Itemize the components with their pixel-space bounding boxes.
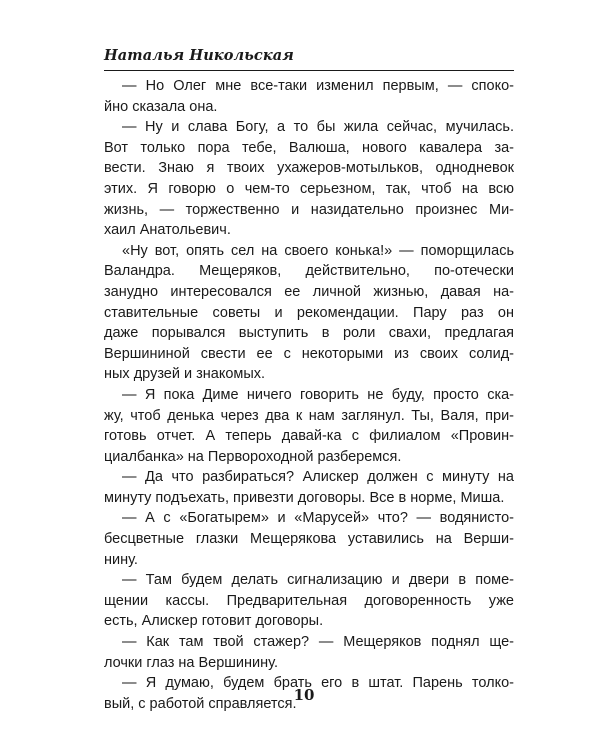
paragraph xyxy=(104,385,514,467)
paragraph xyxy=(104,241,514,385)
text-line: занудно интересовался ее личной жизнью, давая на- xyxy=(104,283,514,300)
text-line: бесцветные глазки Мещерякова уставились на Верши- xyxy=(104,531,514,548)
text-line: вый, с работой справляется. xyxy=(104,695,297,712)
text-line: циалбанка» на Первороходной разберемся. xyxy=(104,448,402,465)
paragraph xyxy=(104,632,514,673)
text-line: «Ну вот, опять сел на своего конька!» — поморщилась xyxy=(122,242,514,259)
page-number: 10 xyxy=(293,686,315,704)
text-line: ставительные советы и рекомендации. Пару раз он xyxy=(104,304,514,321)
text-line: вести. Знаю я твоих ухажеров-мотыльков, однодневок xyxy=(104,160,514,177)
text-line: Вот только пора тебе, Валюша, нового кавалера за- xyxy=(104,139,514,156)
text-line: щении кассы. Предварительная договоренность уже xyxy=(104,592,514,609)
text-line: Вершининой свести ее с некоторыми из своих солид- xyxy=(104,345,514,362)
text-line: — Там будем делать сигнализацию и двери в поме- xyxy=(122,572,514,589)
text-line: нину. xyxy=(104,551,138,568)
text-line: этих. Я говорю о чем-то серьезном, так, чтоб на всю xyxy=(104,180,514,197)
text-line: — Ну и слава Богу, а то бы жила сейчас, мучилась. xyxy=(122,119,514,136)
text-line: — Да что разбираться? Алискер должен с минуту на xyxy=(122,469,514,486)
text-line: готовь отчет. А теперь давай-ка с филиалом «Провин- xyxy=(104,428,514,445)
paragraph xyxy=(104,467,514,508)
text-line: — Я думаю, будем брать его в штат. Парень толко- xyxy=(122,675,514,692)
text-line: — А с «Богатырем» и «Марусей» что? — водянисто- xyxy=(122,510,514,527)
text-line: есть, Алискер готовит договоры. xyxy=(104,613,324,630)
text-line: минуту подъехать, привезти договоры. Все в норме, Миша. xyxy=(104,489,505,506)
text-line: жизнь, — торжественно и назидательно произнес Ми- xyxy=(104,201,514,218)
paragraph xyxy=(104,76,514,117)
text-line: — Но Олег мне все-таки изменил первым, — споко- xyxy=(122,78,514,94)
paragraph xyxy=(104,117,514,241)
text-line: ных друзей и знакомых. xyxy=(104,366,266,383)
text-line: Валандра. Мещеряков, действительно, по-отечески xyxy=(104,263,514,280)
text-line: жу, чтоб денька через два к нам заглянул. Ты, Валя, при- xyxy=(104,407,514,424)
text-line: — Я пока Диме ничего говорить не буду, просто ска- xyxy=(122,386,514,403)
paragraph xyxy=(104,508,514,570)
body-text xyxy=(104,76,514,714)
text-line: даже порывался выступить в роли свахи, предлагая xyxy=(104,325,514,342)
text-line: — Как там твой стажер? — Мещеряков поднял ще- xyxy=(122,634,514,651)
text-line: хаил Анатольевич. xyxy=(104,222,231,239)
paragraph xyxy=(104,570,514,632)
text-line: лочки глаз на Вершинину. xyxy=(104,654,278,671)
text-line: йно сказала она. xyxy=(104,98,218,115)
running-header xyxy=(104,44,514,71)
author-name: Наталья Никольская xyxy=(104,47,294,64)
